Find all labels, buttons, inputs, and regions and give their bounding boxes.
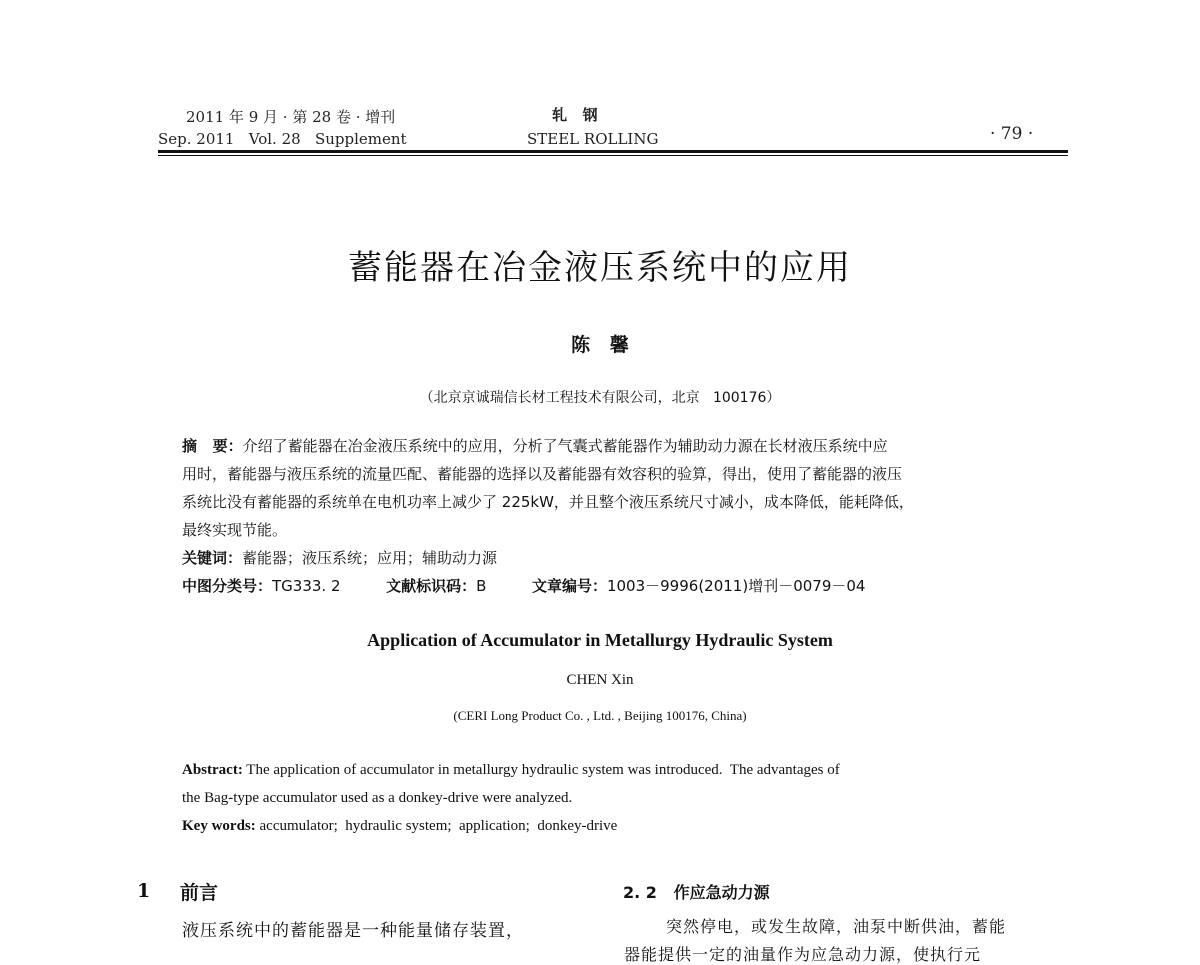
section-1-heading: 前言	[180, 882, 219, 904]
page-number: · 79 ·	[990, 124, 1034, 144]
keywords-en-label: Key words:	[182, 818, 256, 834]
author-en: CHEN Xin	[566, 672, 634, 688]
header-issue-en: Sep. 2011 Vol. 28 Supplement	[158, 130, 407, 148]
header-journal-cn: 轧 钢	[552, 106, 598, 124]
header-rule-thick	[158, 150, 1068, 153]
abstract-cn-line-1: 摘 要：介绍了蓄能器在冶金液压系统中的应用，分析了气囊式蓄能器作为辅助动力源在长材液压系统中应	[182, 437, 888, 455]
header-rule-thin	[158, 155, 1068, 156]
header-issue-cn: 2011 年 9 月 · 第 28 卷 · 增刊	[186, 108, 396, 126]
section-2-2-body-line-1: 突然停电，或发生故障，油泵中断供油，蓄能	[666, 917, 1007, 936]
keywords-cn	[182, 544, 1042, 572]
abstract-en-line-2: the Bag-type accumulator used as a donkey-drive were analyzed.	[182, 790, 573, 806]
doc-code-label: 文献标识码：	[386, 577, 477, 595]
title-en: Application of Accumulator in Metallurgy Hydraulic System	[367, 630, 833, 650]
keywords-cn-label: 关键词：	[182, 549, 243, 567]
abstract-en-line-1: Abstract: The application of accumulator in metallurgy hydraulic system was introduced. The advantages of	[182, 762, 840, 778]
keywords-cn-text: 蓄能器；液压系统；应用；辅助动力源	[242, 549, 498, 567]
article-number-value: 1003－9996(2011)增刊－0079－04	[606, 577, 866, 595]
abstract-cn-line-3: 系统比没有蓄能器的系统单在电机功率上减少了 225kW，并且整个液压系统尺寸减小，成本降低，能耗降低，	[182, 493, 914, 511]
paper-title: 蓄能器在冶金液压系统中的应用	[348, 248, 852, 288]
abstract-en-label: Abstract:	[182, 762, 243, 778]
abstract-cn-line-2: 用时，蓄能器与液压系统的流量匹配、蓄能器的选择以及蓄能器有效容积的验算，得出，使用了蓄能器的液压	[182, 465, 903, 483]
doc-code-value: B	[476, 577, 487, 595]
classification-line	[182, 572, 1042, 600]
clc-value: TG333. 2	[272, 577, 341, 595]
section-2-2-body-line-2: 器能提供一定的油量作为应急动力源，使执行元	[624, 945, 982, 964]
abstract-cn-line-4: 最终实现节能。	[182, 521, 288, 539]
affiliation-cn: （北京京诚瑞信长材工程技术有限公司，北京 100176）	[419, 390, 781, 406]
abstract-cn-label: 摘 要：	[182, 437, 243, 455]
section-1-number: 1	[137, 880, 151, 902]
abstract-en	[182, 756, 1042, 840]
section-2-2-heading: 2. 2 作应急动力源	[623, 883, 770, 902]
affiliation-en: (CERI Long Product Co. , Ltd. , Beijing 100176, China)	[453, 708, 747, 723]
clc-label: 中图分类号：	[182, 577, 273, 595]
abstract-cn	[182, 432, 1042, 600]
author-cn: 陈 馨	[571, 334, 629, 356]
section-1-body: 液压系统中的蓄能器是一种能量储存装置，	[182, 921, 524, 941]
keywords-en	[182, 812, 1042, 840]
header-journal-en: STEEL ROLLING	[527, 130, 659, 148]
keywords-en-text: accumulator; hydraulic system; application; donkey-drive	[255, 818, 618, 834]
article-number-label: 文章编号：	[531, 577, 607, 595]
